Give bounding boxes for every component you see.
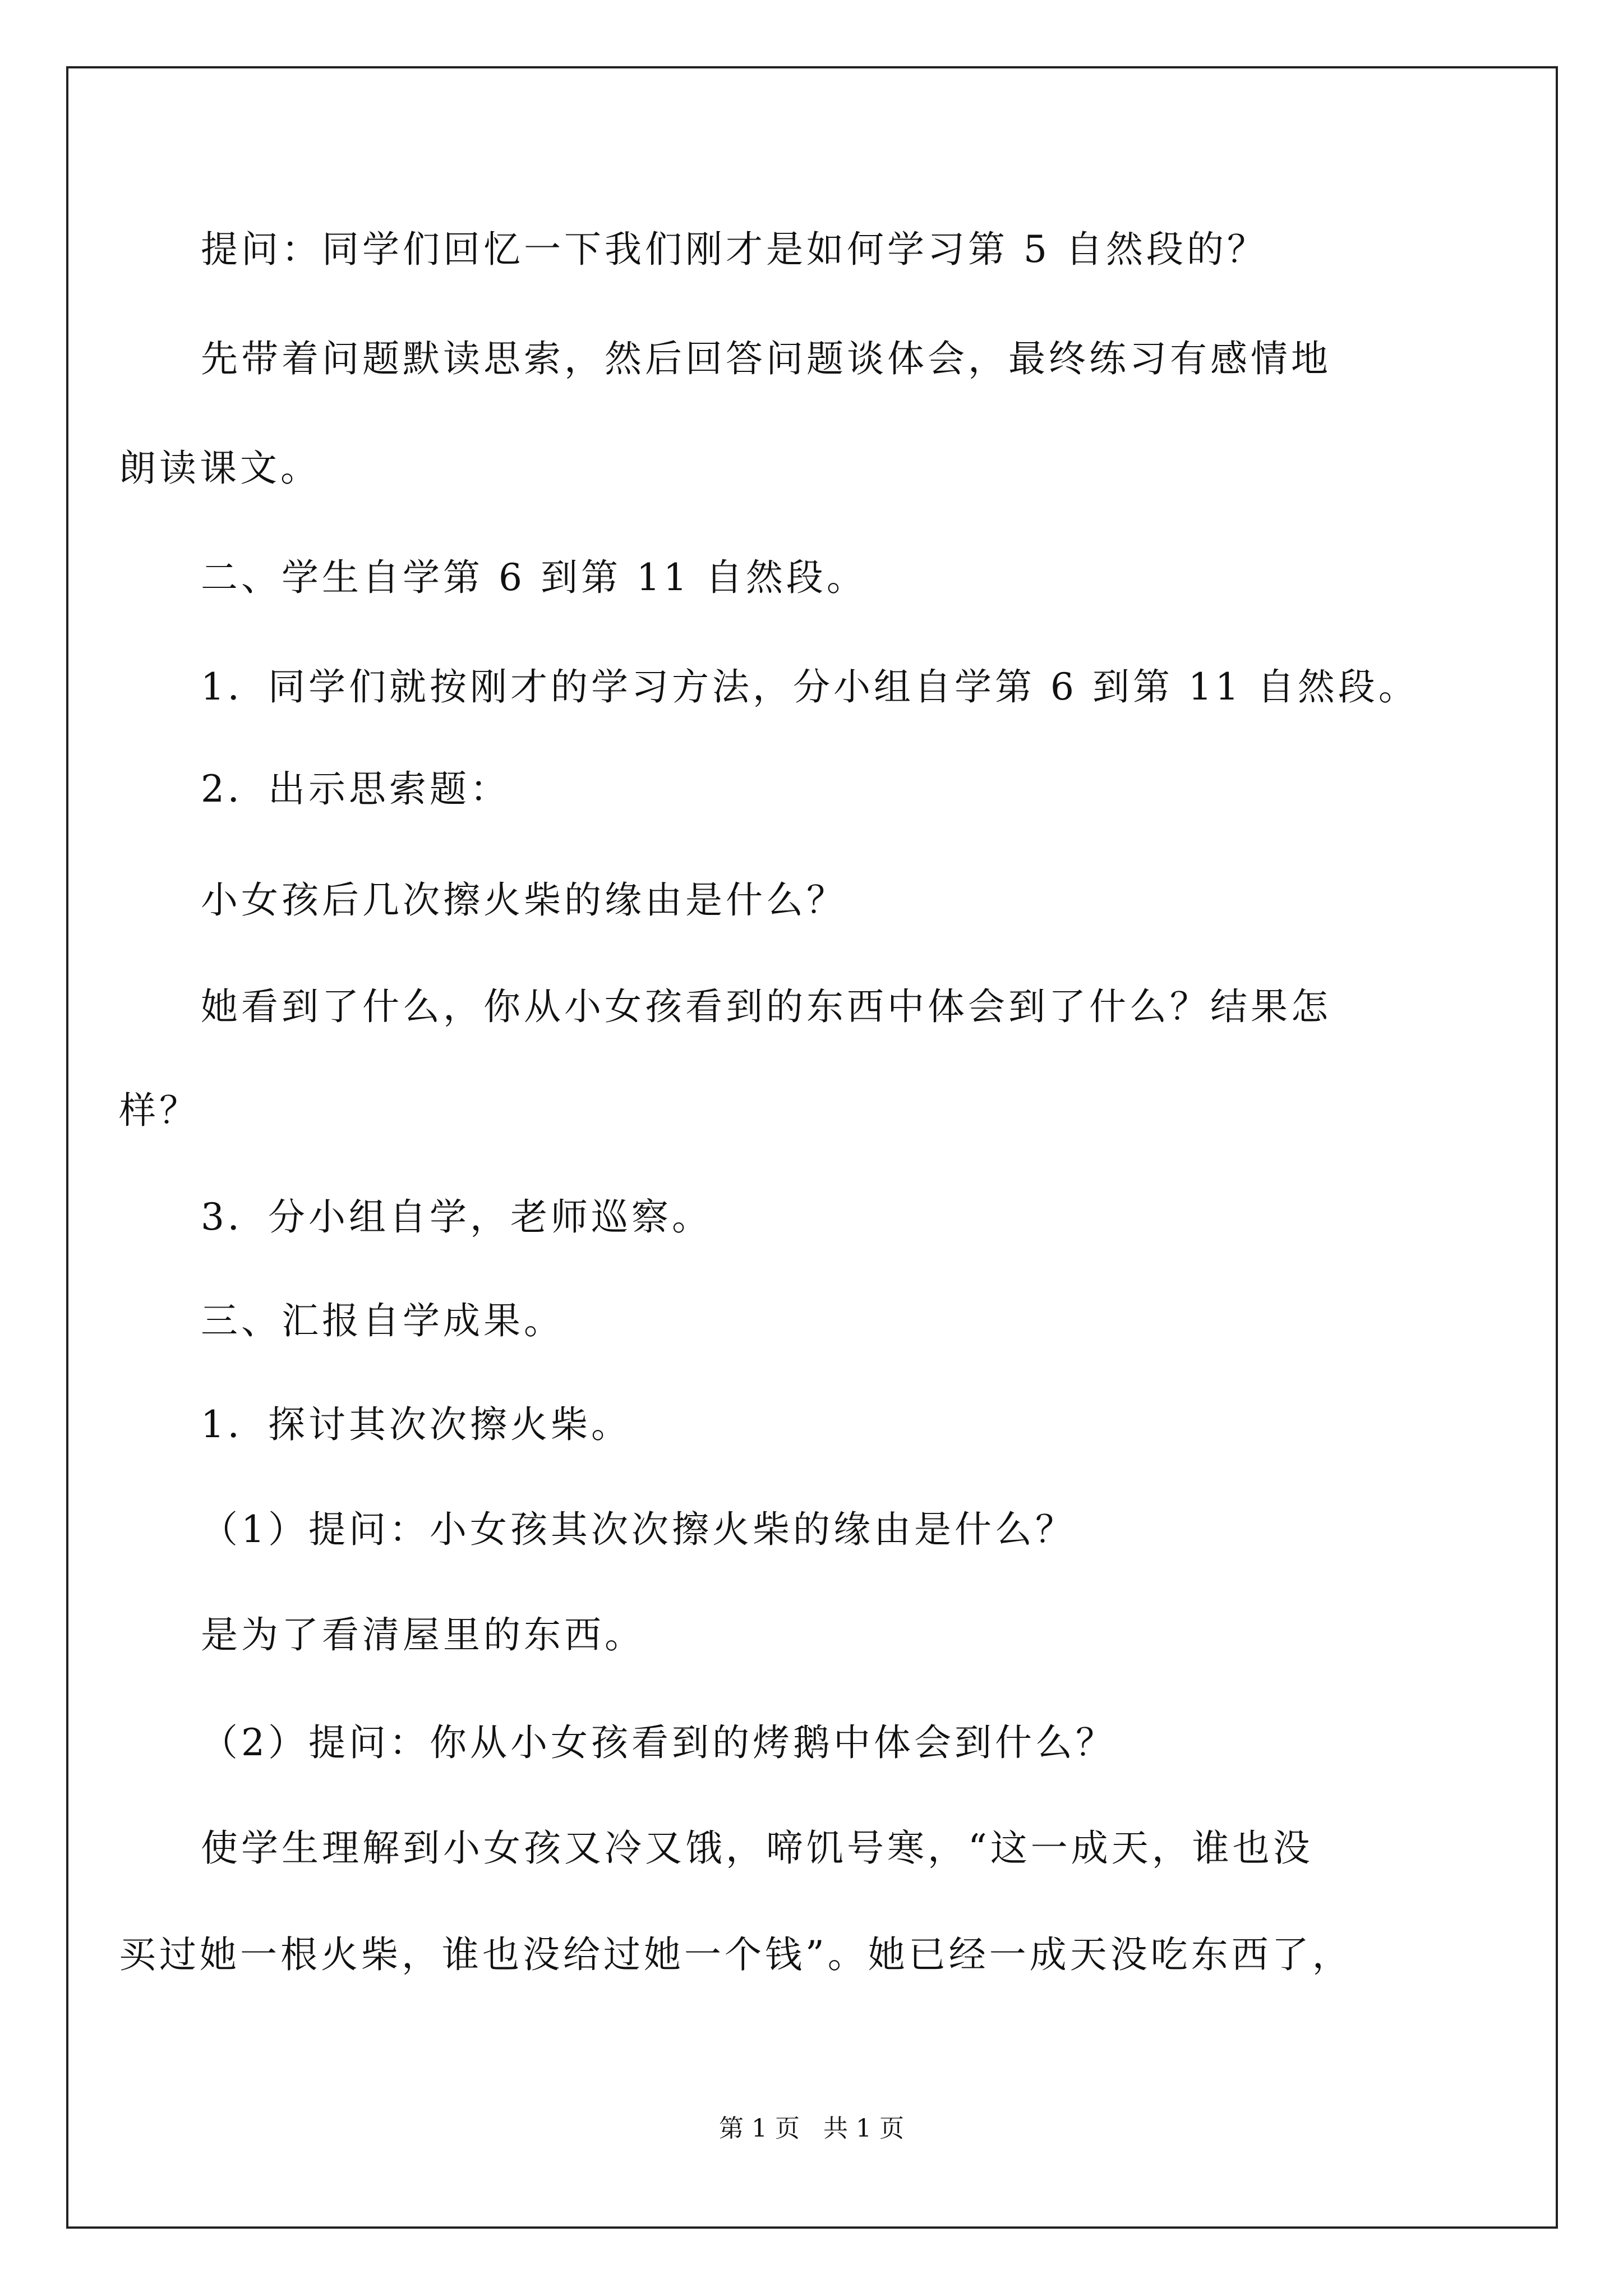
text-line: 3．分小组自学，老师巡察。 xyxy=(201,1195,712,1239)
text-line: 她看到了什么，你从小女孩看到的东西中体会到了什么？结果怎 xyxy=(201,985,1331,1028)
text-line: 是为了看清屋里的东西。 xyxy=(201,1613,645,1657)
text-line: 1．探讨其次次擦火柴。 xyxy=(201,1403,631,1446)
page-number: 第 1 页 xyxy=(719,2114,800,2143)
text-line: 三、汇报自学成果。 xyxy=(201,1299,564,1342)
page-count: 共 1 页 xyxy=(823,2114,904,2143)
text-line: 先带着问题默读思索，然后回答问题谈体会，最终练习有感情地 xyxy=(201,337,1331,380)
text-line: （1）提问：小女孩其次次擦火柴的缘由是什么？ xyxy=(201,1508,1076,1551)
page-footer xyxy=(0,2112,1623,2146)
page-border xyxy=(66,66,1558,2229)
text-line: 提问：同学们回忆一下我们刚才是如何学习第 5 自然段的？ xyxy=(201,228,1267,271)
text-line: （2）提问：你从小女孩看到的烤鹅中体会到什么？ xyxy=(201,1721,1116,1764)
text-line: 朗读课文。 xyxy=(119,447,321,490)
text-line: 1．同学们就按刚才的学习方法，分小组自学第 6 到第 11 自然段。 xyxy=(201,665,1419,708)
text-line: 样？ xyxy=(119,1089,200,1132)
text-line: 二、学生自学第 6 到第 11 自然段。 xyxy=(201,556,867,599)
text-line: 小女孩后几次擦火柴的缘由是什么？ xyxy=(201,878,847,922)
text-line: 使学生理解到小女孩又冷又饿，啼饥号寒，“这一成天，谁也没 xyxy=(201,1826,1313,1870)
text-line: 买过她一根火柴，谁也没给过她一个钱”。她已经一成天没吃东西了， xyxy=(119,1933,1353,1976)
text-line: 2．出示思索题： xyxy=(201,767,510,811)
